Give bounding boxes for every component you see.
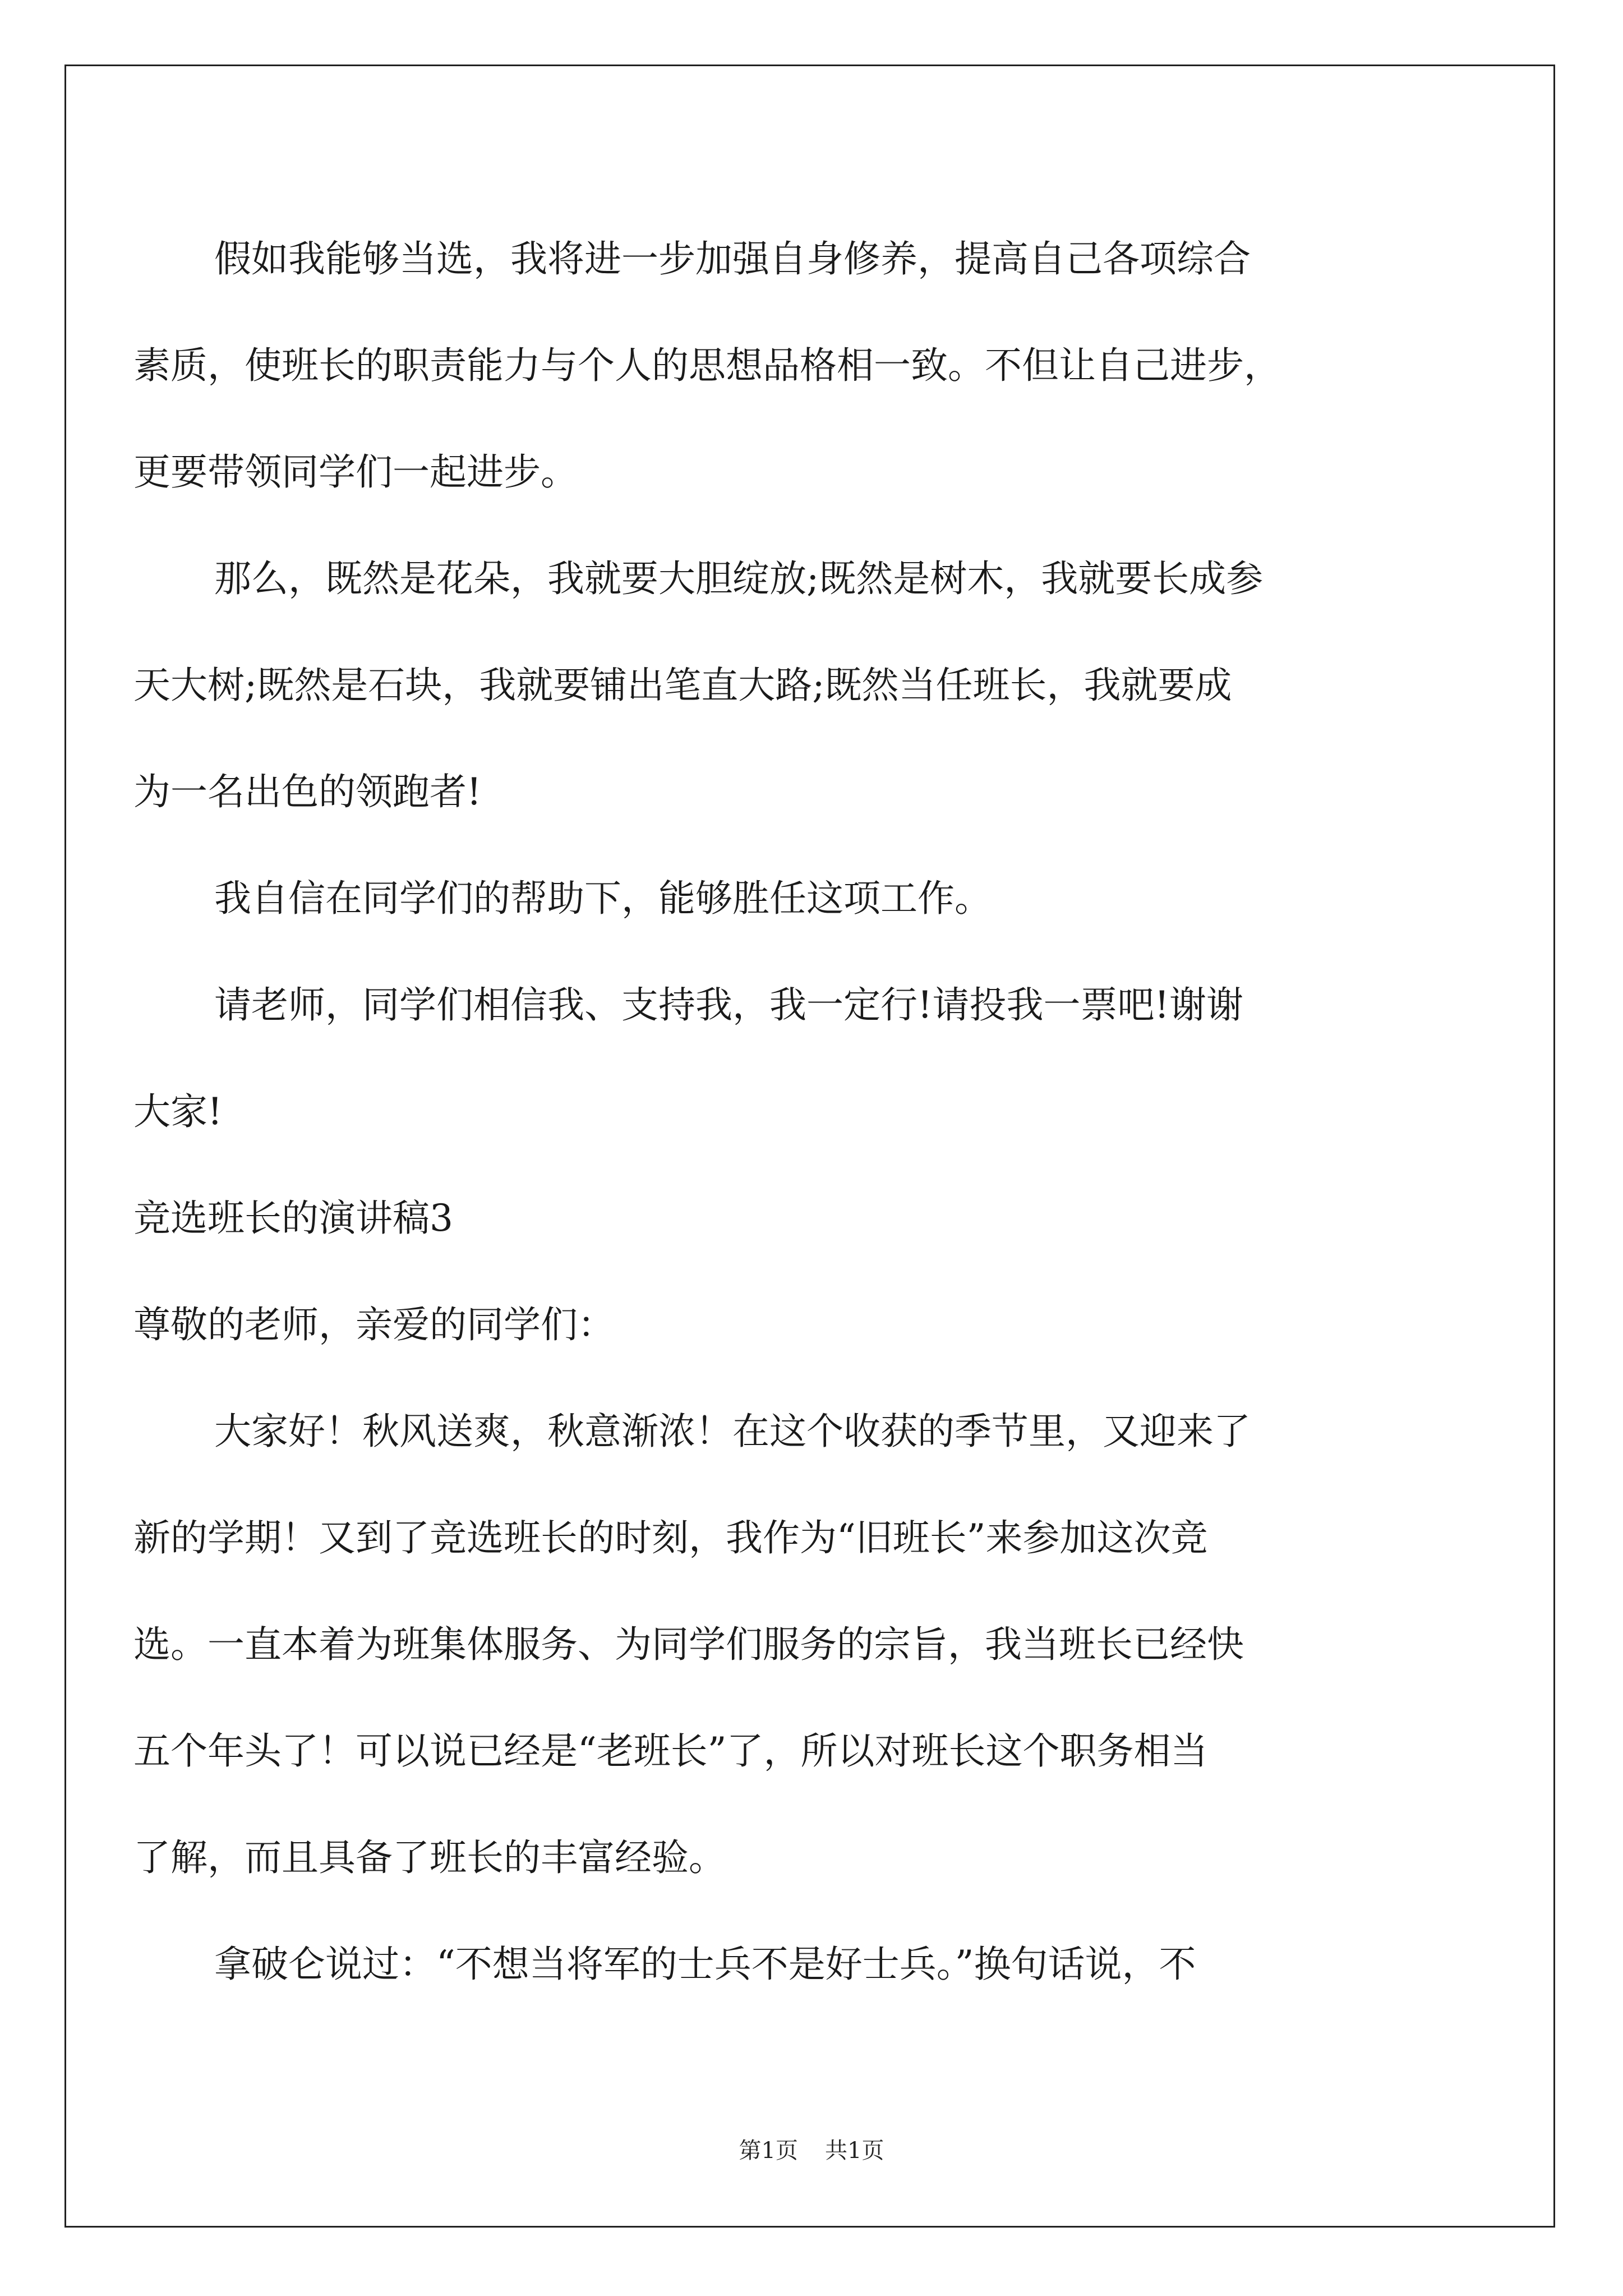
text-line: 新的学期！又到了竞选班长的时刻，我作为“旧班长”来参加这次竞 xyxy=(133,1516,1208,1559)
page-number: 第1页 xyxy=(739,2138,798,2164)
text-line: 请老师，同学们相信我、支持我，我一定行!请投我一票吧!谢谢 xyxy=(214,983,1244,1027)
page-total: 共1页 xyxy=(825,2138,884,2164)
text-line: 那么，既然是花朵，我就要大胆绽放;既然是树木，我就要长成参 xyxy=(214,557,1264,600)
text-line: 素质，使班长的职责能力与个人的思想品格相一致。不但让自己进步， xyxy=(133,344,1281,387)
text-line: 选。一直本着为班集体服务、为同学们服务的宗旨，我当班长已经快 xyxy=(133,1623,1244,1666)
text-line: 更要带领同学们一起进步。 xyxy=(133,450,578,494)
text-line: 我自信在同学们的帮助下，能够胜任这项工作。 xyxy=(214,877,992,920)
text-line: 大家好！秋风送爽，秋意渐浓！在这个收获的季节里，又迎来了 xyxy=(214,1410,1251,1453)
text-line: 了解，而且具备了班长的丰富经验。 xyxy=(133,1836,726,1879)
text-line: 为一名出色的领跑者! xyxy=(133,770,482,813)
text-line: 假如我能够当选，我将进一步加强自身修养，提高自己各项综合 xyxy=(214,237,1251,280)
page-footer xyxy=(0,2133,1623,2165)
text-line: 五个年头了！可以说已经是“老班长”了，所以对班长这个职务相当 xyxy=(133,1729,1208,1773)
text-line: 拿破仑说过：“不想当将军的士兵不是好士兵。”换句话说，不 xyxy=(214,1943,1196,1986)
section-heading: 竞选班长的演讲稿3 xyxy=(133,1197,453,1240)
text-line: 天大树;既然是石块，我就要铺出笔直大路;既然当任班长，我就要成 xyxy=(133,664,1232,707)
text-line: 大家! xyxy=(133,1090,223,1133)
document-body xyxy=(133,206,1429,2018)
salutation: 尊敬的老师，亲爱的同学们： xyxy=(133,1303,615,1346)
